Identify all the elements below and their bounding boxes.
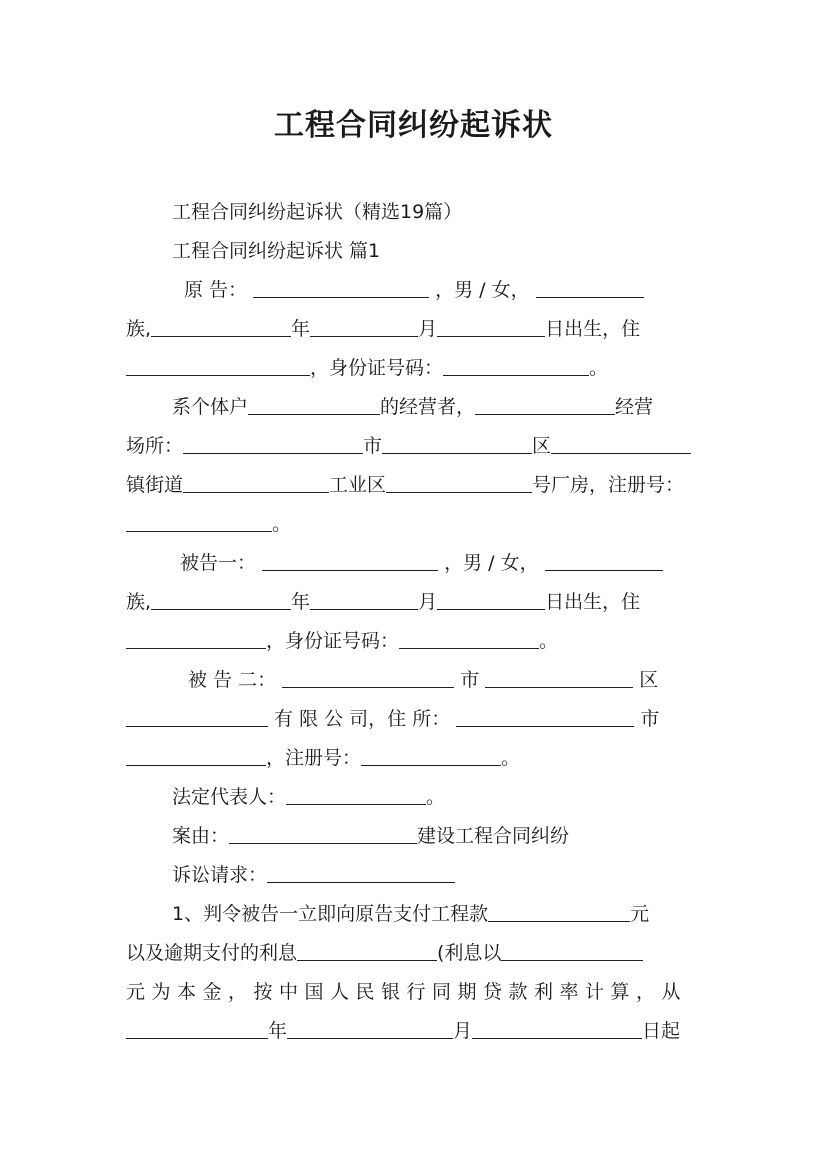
month-text: 月: [418, 591, 438, 613]
born-text: 日出生，住: [545, 591, 641, 613]
defendant2-city-blank: [282, 667, 454, 688]
plaintiff-label: 原 告：: [184, 279, 248, 301]
defendant1-label: 被告一：: [180, 552, 257, 574]
principal-blank: [501, 940, 643, 961]
ethnic-text: 族,: [126, 591, 152, 613]
reg-line: [126, 510, 291, 538]
plaintiff-line: [184, 276, 644, 304]
legal-rep-line: [172, 783, 445, 811]
site-blank: [183, 433, 363, 454]
legal-rep-text: 法定代表人：: [172, 786, 287, 808]
address-blank: [126, 355, 310, 376]
claims-blank: [267, 862, 455, 883]
reg-no-blank: [361, 745, 501, 766]
operator-blank: [475, 394, 615, 415]
town-blank: [183, 472, 329, 493]
claim1-interest-line: [126, 939, 643, 967]
company-text: 有 限 公 司，住 所：: [274, 708, 451, 730]
district-text: 区: [532, 435, 552, 457]
section-heading-text: 工程合同纠纷起诉状 篇1: [172, 240, 381, 262]
defendant1-birth-line: [126, 588, 640, 616]
city-text: 市: [640, 708, 660, 730]
residence-blank: [456, 706, 634, 727]
cause-line: [172, 822, 569, 850]
day-from-text: 日起: [642, 1020, 681, 1042]
residence-blank-2: [126, 745, 266, 766]
company-reg-line: [126, 744, 520, 772]
year-blank: [310, 589, 418, 610]
claims-text: 诉讼请求：: [172, 864, 268, 886]
ethnic-value-blank: [151, 316, 291, 337]
period: 。: [539, 630, 559, 652]
born-text: 日出生，住: [545, 318, 641, 340]
factory-text: 号厂房，注册号：: [532, 474, 685, 496]
section-heading: [172, 237, 380, 265]
industrial-blank: [386, 472, 532, 493]
legal-rep-blank: [286, 784, 426, 805]
site-line: [126, 432, 691, 460]
business-line: [172, 393, 653, 421]
district-text: 区: [639, 669, 659, 691]
month-text: 月: [418, 318, 438, 340]
company-blank: [126, 706, 268, 727]
industrial-text: 工业区: [329, 474, 387, 496]
from-year-blank: [126, 1018, 268, 1039]
defendant2-line: [188, 666, 658, 694]
period: 。: [426, 786, 446, 808]
cause-blank: [229, 823, 417, 844]
from-month-blank: [287, 1018, 453, 1039]
from-day-blank: [472, 1018, 642, 1039]
subtitle-line: [172, 198, 462, 226]
document-title: 工程合同纠纷起诉状: [274, 108, 553, 143]
town-line: [126, 471, 684, 499]
gender-text: ，男 / 女，: [444, 552, 539, 574]
district-blank: [551, 433, 691, 454]
city-text: 市: [363, 435, 383, 457]
id-blank: [443, 355, 589, 376]
operator-text: 的经营者，: [380, 396, 476, 418]
cause-value: 建设工程合同纠纷: [417, 825, 570, 847]
amount-blank: [488, 901, 630, 922]
id-label: ，身份证号码：: [266, 630, 400, 652]
claim1-line: [172, 900, 649, 928]
city-text: 市: [460, 669, 480, 691]
month-blank: [437, 589, 545, 610]
year-text: 年: [268, 1020, 288, 1042]
claim1-rate-line: [126, 978, 687, 1006]
year-text: 年: [291, 318, 311, 340]
company-line: [126, 705, 659, 733]
interest-basis-text: (利息以: [437, 942, 502, 964]
year-blank: [310, 316, 418, 337]
rate-text: 元为本金，按中国人民银行同期贷款利率计算，从: [126, 981, 688, 1003]
year-text: 年: [291, 591, 311, 613]
reg-no-text: ，注册号：: [266, 747, 362, 769]
city-blank: [382, 433, 532, 454]
reg-blank: [126, 511, 272, 532]
gender-text: ，男 / 女，: [435, 279, 530, 301]
period: 。: [589, 357, 609, 379]
address-blank: [126, 628, 266, 649]
period: 。: [501, 747, 521, 769]
business-blank: [248, 394, 380, 415]
defendant1-ethnic-blank: [545, 550, 663, 571]
defendant2-label: 被 告 二：: [188, 669, 277, 691]
claims-line: [172, 861, 455, 889]
period: 。: [272, 513, 292, 535]
town-text: 镇街道: [126, 474, 184, 496]
yuan-text: 元: [630, 903, 650, 925]
interest-blank: [297, 940, 437, 961]
plaintiff-id-line: [126, 354, 608, 382]
defendant1-id-line: [126, 627, 558, 655]
claim1-date-line: [126, 1017, 680, 1045]
name-blank: [253, 277, 429, 298]
ethnic-value-blank: [151, 589, 291, 610]
claim1-text: 1、判令被告一立即向原告支付工程款: [172, 903, 489, 925]
id-label: ，身份证号码：: [310, 357, 444, 379]
id-blank: [399, 628, 539, 649]
plaintiff-birth-line: [126, 315, 640, 343]
defendant1-line: [180, 549, 663, 577]
interest-text: 以及逾期支付的利息: [126, 942, 298, 964]
month-blank: [437, 316, 545, 337]
self-employed-text: 系个体户: [172, 396, 249, 418]
site-text: 场所：: [126, 435, 184, 457]
ethnic-text: 族,: [126, 318, 152, 340]
defendant1-name-blank: [262, 550, 438, 571]
subtitle-text: 工程合同纠纷起诉状（精选19篇）: [172, 201, 463, 223]
month-text: 月: [453, 1020, 473, 1042]
cause-text: 案由：: [172, 825, 230, 847]
ethnic-blank: [536, 277, 644, 298]
defendant2-district-blank: [485, 667, 633, 688]
biz-place-text: 经营: [615, 396, 654, 418]
